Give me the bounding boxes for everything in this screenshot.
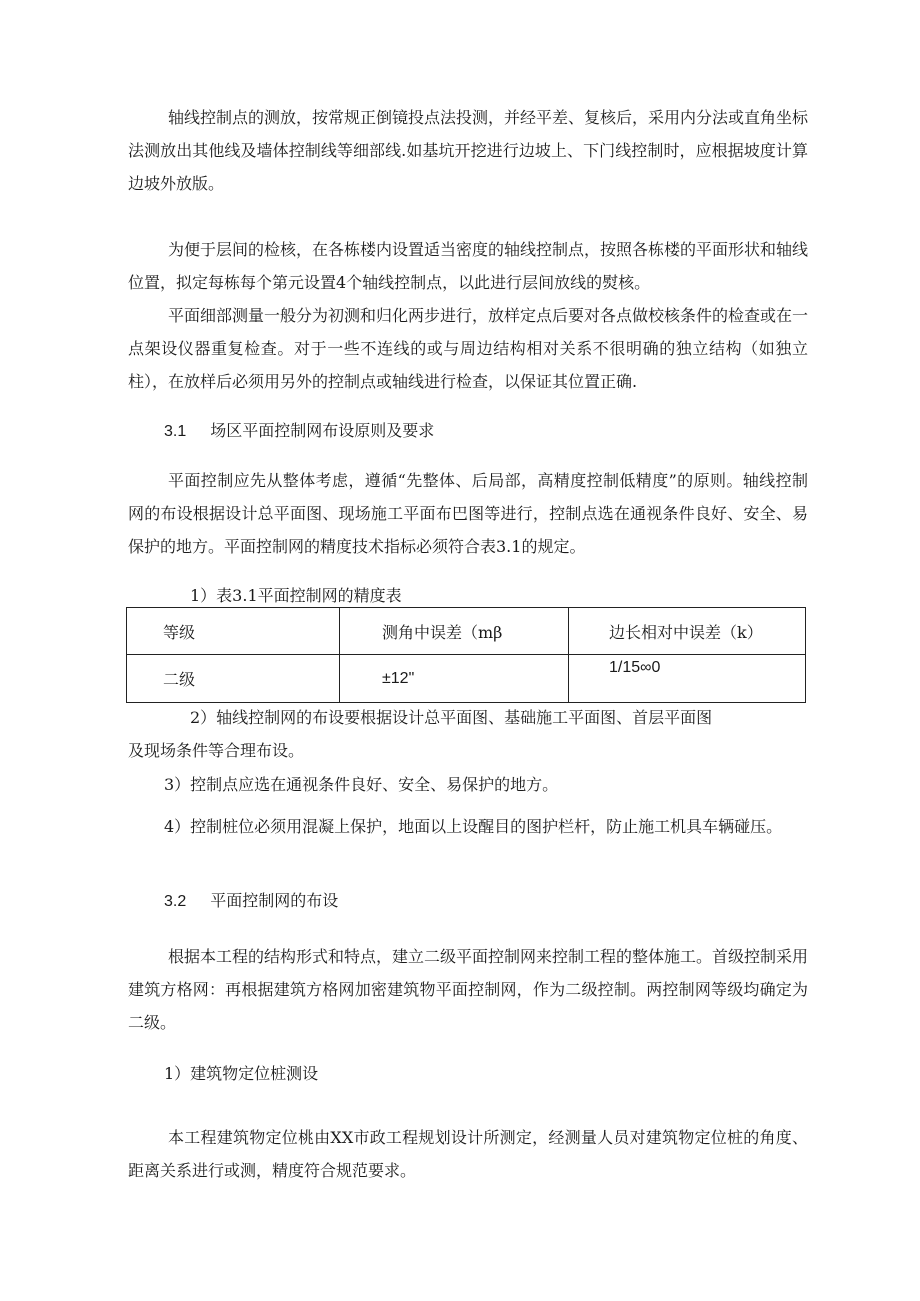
cell-angle-error: ±12" — [340, 655, 569, 703]
header-cell-angle-error: 测角中误差（mβ — [340, 608, 569, 655]
paragraph-grid-network: 根据本工程的结构形式和特点，建立二级平面控制网来控制工程的整体施工。首级控制采用建筑方格网：再根据建筑方格网加密建筑物平面控制网，作为二级控制。两控制网等级均确定为二级。 — [128, 947, 809, 1032]
section-number: 3.2 — [164, 893, 187, 910]
section-heading-3-2 — [164, 884, 338, 918]
paragraph-control-principle: 平面控制应先从整体考虑，遵循“先整体、后局部，高精度控制低精度”的原则。轴线控制网的布设根据设计总平面图、现场施工平面布巴图等进行，控制点选在通视条件良好、安全、易保护的地方。平面控制网的精度技术指标必须符合表3.1的规定。 — [128, 471, 808, 556]
section-title: 平面控制网的布设 — [210, 891, 339, 910]
paragraph-detail-survey: 平面细部测量一般分为初测和归化两步进行，放样定点后要对各点做校核条件的检查或在一点架设仪器重复检查。对于一些不连线的或与周边结构相对关系不很明确的独立结构（如独立柱），在放样后必须用另外的控制点或轴线进行检查，以保证其位置正确. — [128, 306, 809, 391]
cell-side-error: 1/15∞0 — [569, 655, 806, 703]
cell-grade: 二级 — [127, 655, 340, 703]
list-item-4: 4）控制桩位必须用混凝上保护，地面以上设醒目的图护栏杆，防止施工机具车辆碰压。 — [164, 817, 783, 836]
section-heading-3-1 — [164, 414, 434, 448]
paragraph-floor-check: 为便于层间的检核，在各栋楼内设置适当密度的轴线控制点，按照各栋楼的平面形状和轴线位置，拟定每栋每个第元设置4个轴线控制点，以此进行层间放线的熨核。 — [128, 240, 809, 292]
section-title: 场区平面控制网布设原则及要求 — [210, 421, 435, 440]
header-cell-grade: 等级 — [127, 608, 340, 655]
paragraph-positioning-piles: 本工程建筑物定位桃由XX市政工程规划设计所测定，经测量人员对建筑物定位桩的角度、距离关系进行或测，精度符合规范要求。 — [128, 1128, 808, 1180]
list-item-2-line-2: 及现场条件等合理布设。 — [128, 741, 305, 760]
list-item-3: 3）控制点应选在通视条件良好、安全、易保护的地方。 — [164, 775, 559, 794]
table-row — [127, 655, 806, 703]
table-caption: 1）表3.1平面控制网的精度表 — [190, 586, 402, 605]
paragraph-axis-control-layout: 轴线控制点的测放，按常规正倒镜投点法投测，并经平差、复核后，采用内分法或直角坐标法测放出其他线及墙体控制线等细部线.如基坑开挖进行边坡上、下门线控制时，应根据坡度计算边坡外放版。 — [128, 108, 809, 193]
precision-table — [126, 607, 806, 703]
subheading-positioning-piles: 1）建筑物定位桩测设 — [164, 1064, 319, 1083]
list-item-2-line-1: 2）轴线控制网的布设要根据设计总平面图、基础施工平面图、首层平面图 — [190, 708, 713, 727]
header-cell-side-error: 边长相对中误差（k） — [569, 608, 806, 655]
table-header-row — [127, 608, 806, 655]
section-number: 3.1 — [164, 423, 187, 440]
